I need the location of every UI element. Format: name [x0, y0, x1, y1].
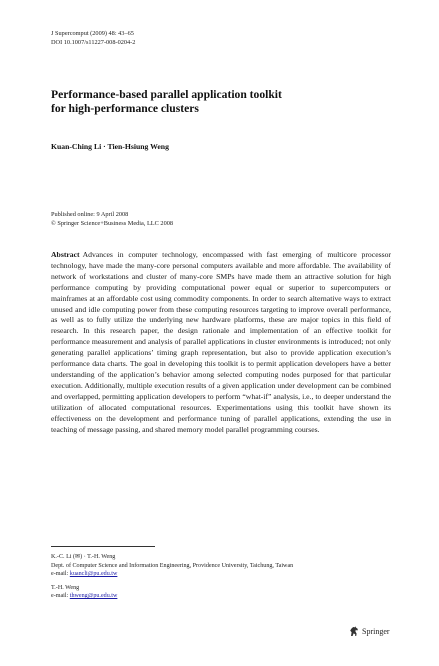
- author2-email-line: [51, 592, 396, 601]
- author1-affiliation: Dept. of Computer Science and Information Engineering, Providence University, Taichung, Taiwan: [51, 562, 294, 569]
- publication-info: [51, 211, 173, 228]
- article-title: [51, 88, 391, 117]
- publisher-logo: [349, 626, 390, 637]
- publisher-name: Springer: [362, 627, 390, 636]
- published-date: Published online: 9 April 2008: [51, 211, 129, 218]
- journal-header: [51, 30, 135, 47]
- abstract-text: Advances in computer technology, encompassed with fast emerging of multicore processor technology, have made the many-core personal computers available and more affordable. The availability of network of workstations and cluster of many-core SMPs have made them an attractive solution for high performance computing by providing computational power equal or superior to supercomputers or mainframes at an affordable cost using commodity components. In order to search alternative ways to extract unused and idle computing power from these computing resources targeting to improve overall performance, as well as to fully utilize the underlying new hardware platforms, these are major topics in this field of research. In this research paper, the design rationale and implementation of an effective toolkit for performance measurement and analysis of parallel applications in cluster environments is introduced; not only generating parallel applications’ timing graph representation, but also to provide application execution’s performance data charts. The goal in developing this toolkit is to permit application developers have a better understanding of the application’s behavior among selected computing nodes purposed for that particular execution. Additionally, multiple execution results of a given application under development can be combined and overlapped, permitting application developers to perform “what-if” analysis, i.e., to deeper understand the utilization of allocated computational resources. Experimentations using this toolkit have shown its effectiveness on the development and performance tuning of parallel applications, extending the use in teaching of message passing, and shared memory model parallel programming courses.: [51, 250, 391, 434]
- author1-names: K.-C. Li (✉) · T.-H. Weng: [51, 554, 116, 560]
- journal-citation: J Supercomput (2009) 48: 43–65: [51, 30, 134, 37]
- author2-name: T.-H. Weng: [51, 584, 80, 591]
- author1-email-link[interactable]: kuancli@pu.edu.tw: [69, 571, 118, 577]
- doi: DOI 10.1007/s11227-008-0204-2: [51, 38, 136, 46]
- springer-horse-icon: [349, 626, 359, 637]
- author2-email-link[interactable]: thweng@pu.edu.tw: [69, 593, 118, 599]
- abstract-label: Abstract: [51, 250, 80, 259]
- abstract: [51, 250, 391, 435]
- author-footnotes: [51, 553, 396, 601]
- author1-email-line: [51, 570, 396, 579]
- email-label: e-mail:: [51, 593, 70, 599]
- title-line-1: Performance-based parallel application toolkit: [51, 88, 282, 101]
- title-line-2: for high-performance clusters: [51, 102, 199, 116]
- footnote-divider: [51, 546, 155, 547]
- copyright: © Springer Science+Business Media, LLC 2008: [51, 219, 174, 227]
- email-label: e-mail:: [51, 571, 70, 577]
- author-list: Kuan-Ching Li · Tien-Hsiung Weng: [51, 142, 169, 151]
